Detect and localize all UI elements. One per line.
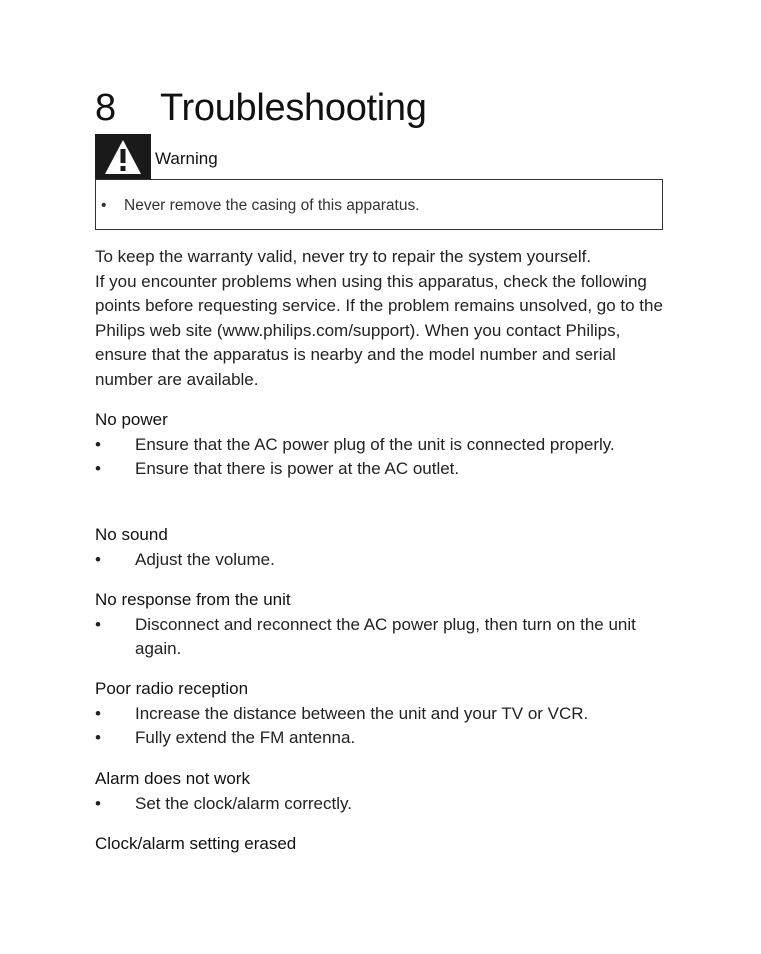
section-no-sound — [95, 523, 670, 572]
bullet: • — [95, 434, 101, 454]
intro-text — [95, 245, 670, 392]
list-item — [95, 433, 670, 458]
warning-item-text: Never remove the casing of this apparatus. — [124, 197, 420, 214]
section-no-power — [95, 408, 670, 482]
warning-header — [95, 134, 218, 180]
intro-paragraph: To keep the warranty valid, never try to repair the system yourself. — [95, 247, 592, 266]
bullet: • — [95, 459, 101, 478]
bullet: • — [95, 703, 101, 723]
chapter-number: 8 — [95, 87, 116, 130]
list-item — [95, 457, 670, 482]
list-item-text: Adjust the volume. — [135, 549, 275, 569]
bullet: • — [95, 549, 101, 569]
section-title: Poor radio reception — [95, 679, 249, 698]
section-no-response — [95, 588, 670, 662]
intro-paragraph: If you encounter problems when using this apparatus, check the following points before requesting service. If the problem remains unsolved, go to the Philips web site (www.philips.com/support). When you contact Philips, ensure that the apparatus is nearby and the model number and serial number are available. — [95, 271, 663, 389]
section-title: No power — [95, 410, 168, 429]
list-item-text: Ensure that the AC power plug of the unit is connected properly. — [135, 434, 615, 454]
warning-item — [101, 197, 420, 215]
warning-label: Warning — [155, 149, 218, 168]
bullet: • — [95, 614, 101, 634]
list-item-text: Disconnect and reconnect the AC power plug, then turn on the unit again. — [135, 614, 636, 658]
list-item-text: Set the clock/alarm correctly. — [135, 793, 352, 813]
list-item — [95, 702, 670, 727]
bullet: • — [95, 793, 101, 813]
section-title: No response from the unit — [95, 590, 291, 609]
list-item-text: Fully extend the FM antenna. — [135, 728, 356, 747]
chapter-title: Troubleshooting — [160, 87, 427, 130]
list-item — [95, 613, 670, 662]
section-clock-erased — [95, 832, 670, 857]
list-item — [95, 792, 670, 817]
chapter-heading — [95, 87, 427, 130]
list-item — [95, 548, 670, 573]
section-poor-radio — [95, 677, 670, 751]
section-title: Clock/alarm setting erased — [95, 834, 297, 853]
bullet: • — [101, 197, 107, 214]
warning-triangle-icon — [95, 134, 151, 180]
warning-box — [95, 179, 663, 230]
section-title: Alarm does not work — [95, 769, 250, 788]
list-item-text: Ensure that there is power at the AC outlet. — [135, 459, 460, 478]
section-alarm — [95, 767, 670, 816]
list-item — [95, 726, 670, 751]
list-item-text: Increase the distance between the unit and your TV or VCR. — [135, 703, 589, 723]
bullet: • — [95, 728, 101, 747]
section-title: No sound — [95, 525, 168, 544]
